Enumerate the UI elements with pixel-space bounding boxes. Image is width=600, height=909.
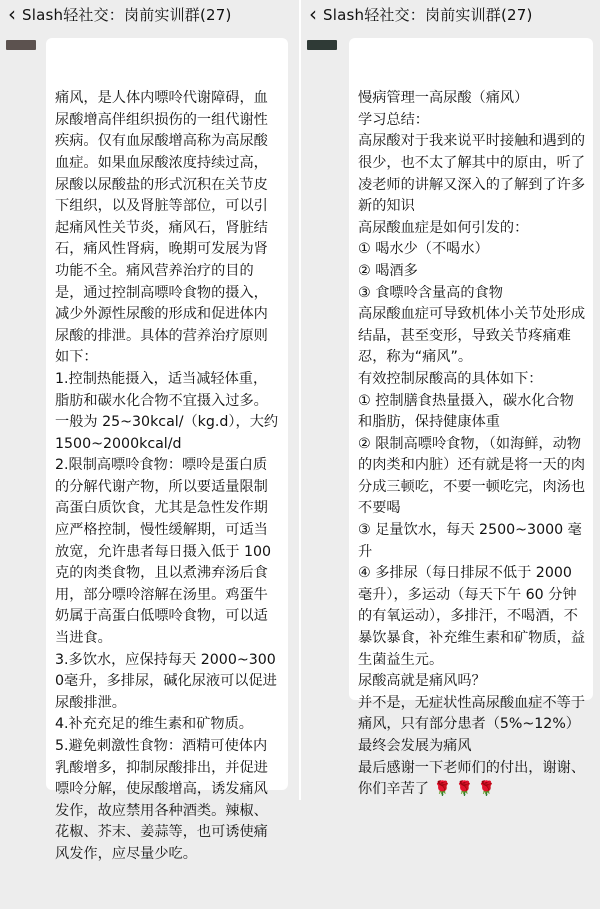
chat-header [0, 0, 299, 28]
message-bubble[interactable] [46, 38, 288, 862]
chevron-left-icon[interactable]: ‹ [309, 2, 317, 26]
message-text [358, 88, 585, 801]
avatar[interactable] [307, 40, 337, 50]
avatar[interactable] [6, 40, 36, 50]
right-chat-pane [301, 0, 600, 800]
message-text: 痛风，是人体内嘌呤代谢障碍，血尿酸增高伴组织损伤的一组代谢性疾病。仅有血尿酸增高称为高尿酸血症。如果血尿酸浓度持续过高，尿酸以尿酸盐的形式沉积在关节皮下组织，以及肾脏等部位，可以引起痛风性关节炎，痛风石，肾脏结石，痛风性肾病，晚期可发展为肾功能不全。痛风营养治疗的目的是，通过控制高嘌呤食物的摄入，减少外源性尿酸的形成和促进体内尿酸的排泄。具体的营养治疗原则如下： 1.控制热能摄入，适当减轻体重，脂肪和碳水化合物不宜摄入过多。 一般为 25~30kcal/（kg.d），大约1500~2000kcal/d 2.限制高嘌呤食物：嘌呤是蛋白质的分解代谢产物，所以要适量限制高蛋白质饮食，尤其是急性发作期应严格控制，慢性缓解期，可适当放宽，允许患者每日摄入低于 100 克的肉类食物，且以煮沸弃汤后食用，部分嘌呤溶解在汤里。鸡蛋牛奶属于高蛋白低嘌呤食物，可以适当进食。 3.多饮水，应保持每天 2000~3000毫升，多排尿，碱化尿液可以促进尿酸排泄。 4.补充充足的维生素和矿物质。 5.避免刺激性食物：酒精可使体内乳酸增多，抑制尿酸排出，并促进嘌呤分解，使尿酸增高，诱发痛风发作，故应禁用各种酒类。辣椒、花椒、芥末、姜蒜等，也可诱使痛风发作，应尽量少吃。 [55, 90, 279, 862]
rose-emoji-icon: 🌹 🌹 🌹 [433, 781, 496, 798]
chevron-left-icon[interactable]: ‹ [8, 2, 16, 26]
chat-header [301, 0, 600, 28]
chat-title: Slash轻社交：岗前实训群(27) [323, 5, 533, 24]
message-body: 慢病管理一高尿酸（痛风） 学习总结： 高尿酸对于我来说平时接触和遇到的很少，也不太了解其中的原由，听了凌老师的讲解又深入的了解到了许多新的知识 高尿酸血症是如何引发的： ① 喝水少（不喝水） ② 喝酒多 ③ 食嘌呤含量高的食物 高尿酸血症可导致机体小关节处形成结晶，甚至变形，导致关节疼痛难忍，称为“痛风”。 有效控制尿酸高的具体如下： ① 控制膳食热量摄入，碳水化合物和脂肪，保持健康体重 ② 限制高嘌呤食物，（如海鲜，动物的肉类和内脏）还有就是将一天的肉分成三顿吃，不要一顿吃完，肉汤也不要喝 ③ 足量饮水，每天 2500~3000 毫升 ④ 多排尿（每日排尿不低于 2000 毫升），多运动（每天下午 60 分钟的有氧运动），多排汗，不喝酒，不暴饮暴食，补充维生素和矿物质，益生菌益生元。 尿酸高就是痛风吗？ 并不是，无症状性高尿酸血症不等于痛风，只有部分患者（5%~12%）最终会发展为痛风 最后感谢一下老师们的付出，谢谢、你们辛苦了 [358, 90, 586, 798]
left-chat-pane [0, 0, 299, 862]
chat-title: Slash轻社交：岗前实训群(27) [22, 5, 232, 24]
message-bubble[interactable] [349, 38, 593, 798]
